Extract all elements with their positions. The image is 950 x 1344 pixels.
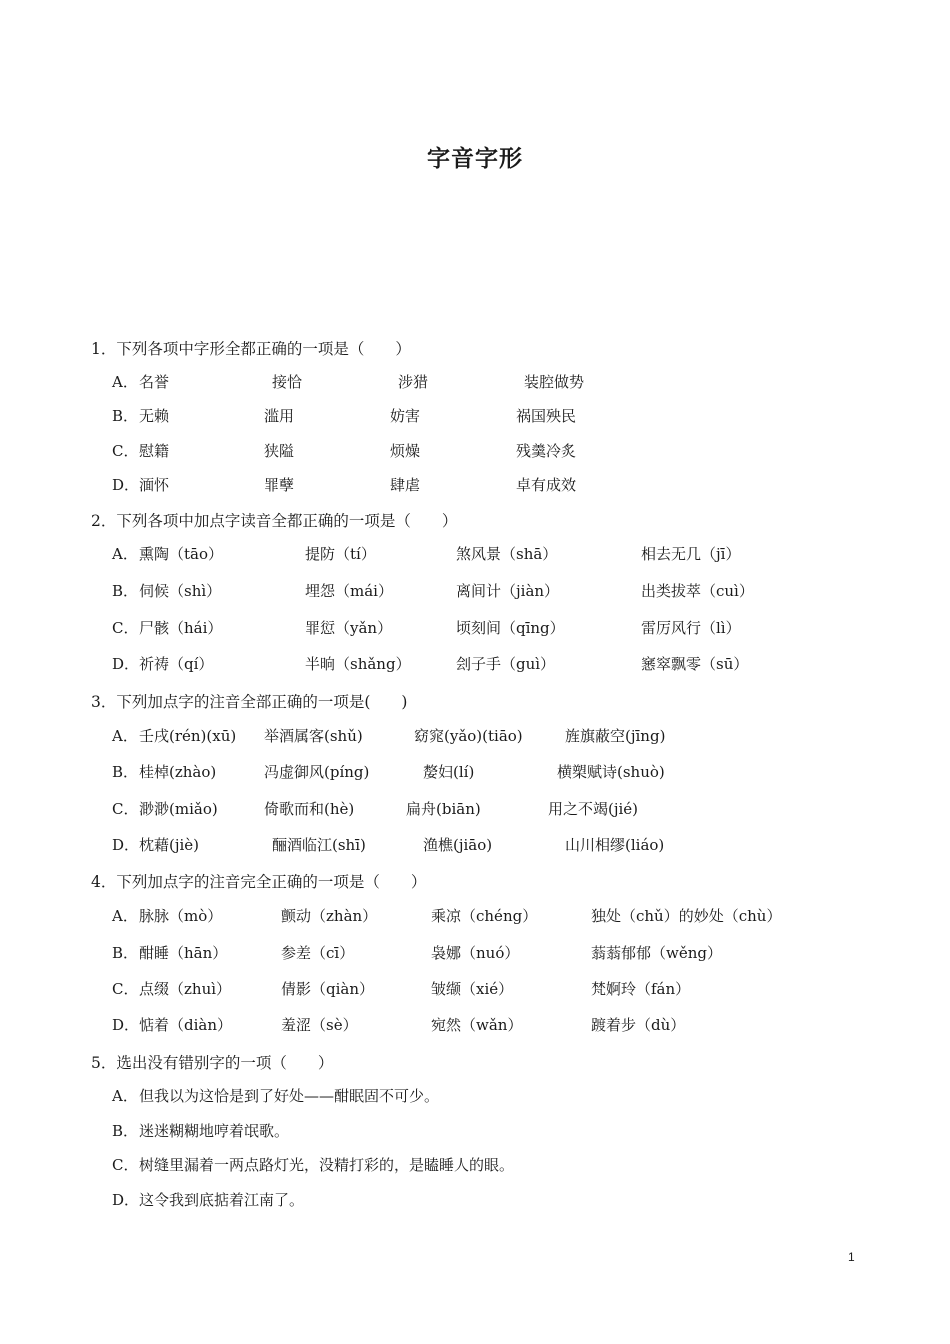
- option-item: 滥用: [264, 407, 295, 425]
- question-1-option-a: [0, 371, 950, 397]
- option-item: 涉猎: [398, 373, 429, 391]
- option-item: 半晌（shǎng）: [305, 655, 411, 673]
- option-item: 点缀（zhuì）: [139, 980, 232, 998]
- option-item: 渺渺(miǎo): [139, 800, 218, 818]
- question-5-option-a: [0, 1085, 950, 1111]
- option-label: A．: [112, 727, 138, 745]
- option-item: 举酒属客(shǔ): [264, 727, 363, 745]
- question-3-option-d: [0, 834, 950, 860]
- option-item: 狭隘: [264, 442, 295, 460]
- option-item: 惦着（diàn）: [139, 1016, 233, 1034]
- question-3-option-b: [0, 761, 950, 787]
- question-4-option-b: [0, 942, 950, 968]
- option-label: D．: [112, 836, 140, 854]
- option-item: 桂棹(zhào): [139, 763, 217, 781]
- option-item: 罪愆（yǎn）: [305, 619, 393, 637]
- question-5-option-b: [0, 1120, 950, 1146]
- question-4-option-a: [0, 905, 950, 931]
- question-2-option-a: [0, 543, 950, 569]
- option-item: 熏陶（tāo）: [139, 545, 224, 563]
- question-5-option-c: [0, 1154, 950, 1180]
- question-3-stem: 3．下列加点字的注音全部正确的一项是( ): [91, 693, 408, 711]
- option-item: 提防（tí）: [305, 545, 376, 563]
- option-label: C．: [112, 980, 139, 998]
- question-3-option-a: [0, 725, 950, 751]
- option-item: 埋怨（mái）: [305, 582, 393, 600]
- option-item: 踱着步（dù）: [591, 1016, 686, 1034]
- page-number: 1: [848, 1250, 855, 1264]
- question-4-option-c: [0, 978, 950, 1004]
- question-2-option-d: [0, 653, 950, 679]
- option-item: 乘凉（chéng）: [431, 907, 538, 925]
- option-label: A．: [112, 1087, 138, 1105]
- question-5-stem: 5．选出没有错别字的一项（ ）: [91, 1054, 334, 1072]
- option-item: 这令我到底掂着江南了。: [139, 1191, 305, 1209]
- option-item: 羞涩（sè）: [281, 1016, 358, 1034]
- question-4-stem: 4．下列加点字的注音完全正确的一项是（ ）: [91, 873, 427, 891]
- option-item: 窸窣飘零（sū）: [641, 655, 749, 673]
- option-item: 脉脉（mò）: [139, 907, 223, 925]
- option-item: 倚歌而和(hè): [264, 800, 355, 818]
- option-label: D．: [112, 476, 140, 494]
- option-label: D．: [112, 655, 140, 673]
- question-2-stem: 2．下列各项中加点字读音全都正确的一项是（ ）: [91, 512, 458, 530]
- question-1-option-c: [0, 440, 950, 466]
- option-item: 颤动（zhàn）: [281, 907, 378, 925]
- option-item: 窈窕(yǎo)(tiāo): [414, 727, 523, 745]
- option-item: 渔樵(jiāo): [423, 836, 493, 854]
- option-item: 嫠妇(lí): [423, 763, 475, 781]
- option-item: 肆虐: [390, 476, 421, 494]
- option-item: 烦燥: [390, 442, 421, 460]
- option-item: 迷迷糊糊地哼着氓歌。: [139, 1122, 290, 1140]
- question-5-option-d: [0, 1189, 950, 1215]
- question-1-option-b: [0, 405, 950, 431]
- option-item: 酾酒临江(shī): [272, 836, 366, 854]
- option-label: A．: [112, 373, 138, 391]
- option-item: 扁舟(biān): [406, 800, 481, 818]
- option-label: B．: [112, 582, 139, 600]
- option-label: D．: [112, 1191, 140, 1209]
- option-item: 罪孽: [264, 476, 295, 494]
- question-4-option-d: [0, 1014, 950, 1040]
- option-item: 酣睡（hān）: [139, 944, 228, 962]
- option-item: 梵婀玲（fán）: [591, 980, 691, 998]
- page-title: 字音字形: [427, 146, 523, 172]
- option-label: C．: [112, 1156, 139, 1174]
- question-1-stem: 1．下列各项中字形全都正确的一项是（ ）: [91, 340, 411, 358]
- option-label: B．: [112, 1122, 139, 1140]
- option-item: 伺候（shì）: [139, 582, 222, 600]
- option-item: 冯虚御风(píng): [264, 763, 370, 781]
- option-item: 残羹冷炙: [516, 442, 577, 460]
- option-item: 皱缬（xié）: [431, 980, 514, 998]
- question-1-option-d: [0, 474, 950, 500]
- option-item: 独处（chǔ）的妙处（chù）: [591, 907, 782, 925]
- option-item: 离间计（jiàn）: [456, 582, 560, 600]
- option-item: 名誉: [139, 373, 170, 391]
- option-label: A．: [112, 907, 138, 925]
- option-item: 相去无几（jī）: [641, 545, 741, 563]
- option-item: 袅娜（nuó）: [431, 944, 520, 962]
- option-item: 用之不竭(jié): [548, 800, 639, 818]
- option-item: 宛然（wǎn）: [431, 1016, 523, 1034]
- question-2-option-b: [0, 580, 950, 606]
- option-item: 祸国殃民: [516, 407, 577, 425]
- option-label: C．: [112, 800, 139, 818]
- option-item: 横槊赋诗(shuò): [557, 763, 665, 781]
- option-item: 顷刻间（qīng）: [456, 619, 565, 637]
- option-item: 卓有成效: [516, 476, 577, 494]
- option-item: 慰籍: [139, 442, 170, 460]
- option-item: 祈祷（qí）: [139, 655, 214, 673]
- option-item: 装腔做势: [524, 373, 585, 391]
- option-item: 妨害: [390, 407, 421, 425]
- option-item: 但我以为这恰是到了好处——酣眠固不可少。: [139, 1087, 440, 1105]
- option-item: 雷厉风行（lì）: [641, 619, 741, 637]
- option-label: A．: [112, 545, 138, 563]
- option-item: 尸骸（hái）: [139, 619, 223, 637]
- option-item: 蓊蓊郁郁（wěng）: [591, 944, 722, 962]
- option-label: B．: [112, 407, 139, 425]
- option-label: C．: [112, 619, 139, 637]
- option-item: 旌旗蔽空(jīng): [565, 727, 666, 745]
- option-item: 煞风景（shā）: [456, 545, 558, 563]
- option-item: 接恰: [272, 373, 303, 391]
- option-item: 山川相缪(liáo): [565, 836, 665, 854]
- option-item: 刽子手（guì）: [456, 655, 556, 673]
- option-item: 湎怀: [139, 476, 170, 494]
- option-label: B．: [112, 944, 139, 962]
- option-item: 树缝里漏着一两点路灯光，没精打彩的，是瞌睡人的眼。: [139, 1156, 515, 1174]
- option-item: 无赖: [139, 407, 170, 425]
- option-item: 出类拔萃（cuì）: [641, 582, 754, 600]
- option-item: 壬戌(rén)(xū): [139, 727, 237, 745]
- option-label: B．: [112, 763, 139, 781]
- question-2-option-c: [0, 617, 950, 643]
- option-item: 倩影（qiàn）: [281, 980, 375, 998]
- option-item: 参差（cī）: [281, 944, 355, 962]
- question-3-option-c: [0, 798, 950, 824]
- option-item: 枕藉(jiè): [139, 836, 200, 854]
- option-label: C．: [112, 442, 139, 460]
- option-label: D．: [112, 1016, 140, 1034]
